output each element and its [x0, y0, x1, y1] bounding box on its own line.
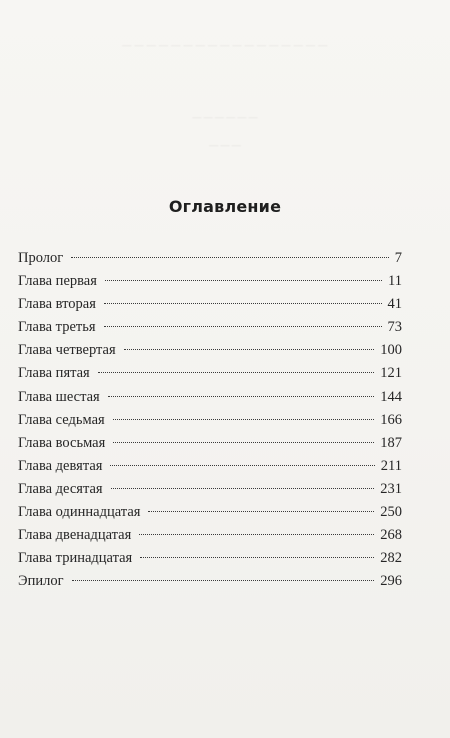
toc-entry — [18, 409, 402, 432]
toc-entry — [18, 247, 402, 270]
toc-entry-page-number: 268 — [380, 527, 402, 544]
toc-entry-page-number: 211 — [380, 457, 402, 474]
toc-entry — [18, 524, 402, 547]
contents-heading: Оглавление — [168, 196, 282, 216]
toc-entry — [18, 270, 402, 293]
dot-leader — [108, 396, 375, 397]
dot-leader — [104, 326, 382, 327]
toc-entry — [18, 316, 402, 339]
dot-leader — [104, 303, 382, 304]
toc-entry-page-number: 296 — [380, 573, 402, 590]
toc-entry — [18, 386, 402, 409]
toc-entry-title: Глава девятая — [18, 457, 103, 474]
toc-entry — [18, 432, 402, 455]
toc-entry-page-number: 121 — [380, 365, 402, 382]
toc-entry-title: Глава пятая — [18, 365, 90, 382]
toc-entry-title: Глава седьмая — [18, 411, 105, 428]
toc-entry-page-number: 250 — [380, 504, 402, 521]
toc-entry — [18, 478, 402, 501]
toc-entry — [18, 570, 402, 593]
toc-entry-title: Глава двенадцатая — [18, 527, 132, 544]
toc-entry-title: Пролог — [18, 250, 64, 266]
toc-entry-title: Эпилог — [18, 573, 64, 590]
toc-entry-page-number: 166 — [380, 411, 402, 428]
toc-entry — [18, 339, 402, 362]
dot-leader — [105, 280, 382, 281]
dot-leader — [140, 557, 374, 558]
toc-entry — [18, 455, 402, 478]
toc-entry-page-number: 73 — [387, 319, 402, 336]
toc-entry-page-number: 187 — [380, 434, 402, 451]
toc-entry-page-number: 231 — [380, 480, 402, 497]
dot-leader — [98, 372, 375, 373]
show-through-text: — — — — — — — [192, 112, 258, 122]
toc-entry — [18, 362, 402, 385]
toc-entry-title: Глава восьмая — [18, 434, 106, 451]
dot-leader — [139, 534, 374, 535]
toc-entry-page-number: 144 — [380, 388, 402, 405]
show-through-text: — — — — [209, 140, 241, 150]
toc-entry — [18, 293, 402, 316]
toc-entry-page-number: 11 — [388, 273, 402, 290]
toc-entry-title: Глава четвертая — [18, 342, 116, 359]
show-through-text: — — — — — — — — — — — — — — — — — — [122, 40, 328, 50]
toc-entry — [18, 547, 402, 570]
toc-entry-title: Глава третья — [18, 319, 96, 336]
dot-leader — [124, 349, 375, 350]
dot-leader — [113, 419, 375, 420]
toc-entry-title: Глава одиннадцатая — [18, 504, 141, 521]
dot-leader — [148, 511, 374, 512]
toc-entry — [18, 501, 402, 524]
dot-leader — [71, 257, 389, 258]
dot-leader — [111, 488, 375, 489]
toc-entry-title: Глава вторая — [18, 296, 96, 313]
dot-leader — [113, 442, 374, 443]
toc-entry-title: Глава шестая — [18, 388, 100, 405]
toc-entry-title: Глава десятая — [18, 480, 103, 497]
toc-entry-title: Глава первая — [18, 273, 97, 290]
table-of-contents — [18, 247, 402, 593]
toc-entry-title: Глава тринадцатая — [18, 550, 133, 567]
toc-entry-page-number: 41 — [387, 296, 402, 313]
toc-entry-page-number: 282 — [380, 550, 402, 567]
toc-entry-page-number: 7 — [394, 250, 402, 266]
toc-entry-page-number: 100 — [380, 342, 402, 359]
dot-leader — [110, 465, 374, 466]
dot-leader — [72, 580, 375, 581]
